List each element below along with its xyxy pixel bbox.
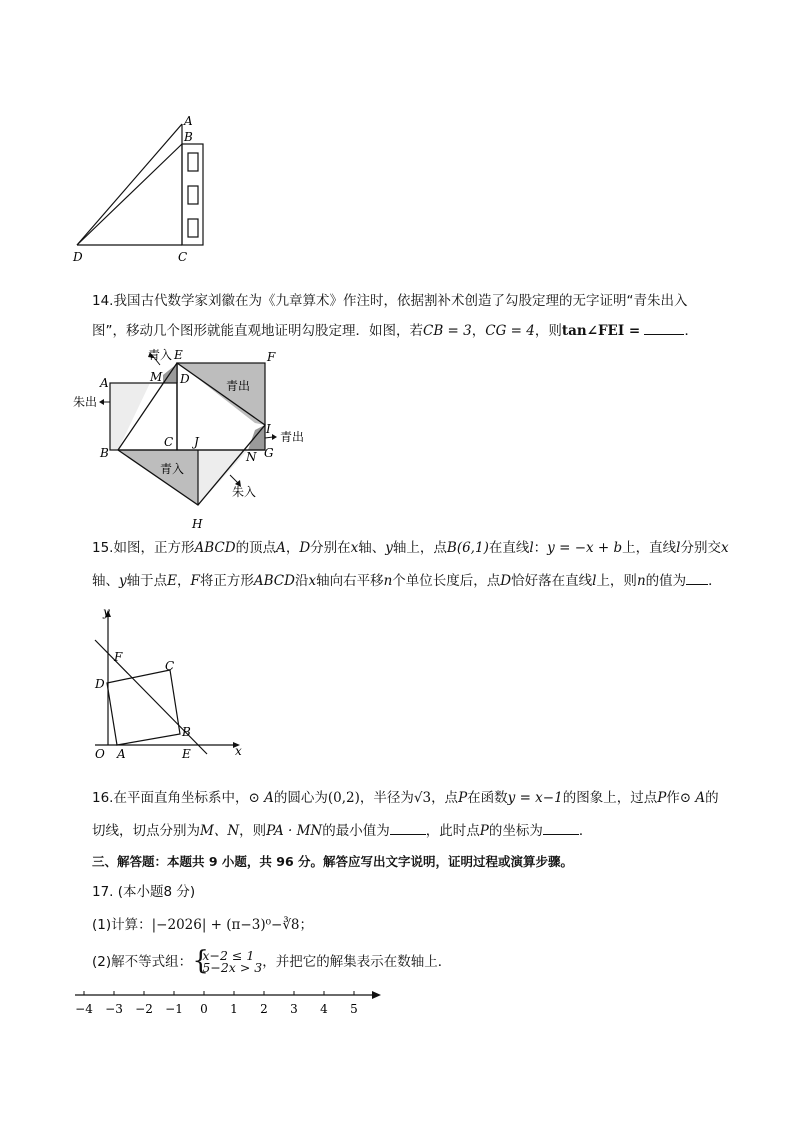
- svg-text:C: C: [164, 435, 174, 449]
- number-line-label: 2: [260, 1002, 268, 1016]
- answer-blank-1[interactable]: [390, 820, 426, 835]
- svg-text:朱出: 朱出: [73, 395, 98, 409]
- question-number: 16.: [92, 790, 114, 806]
- inequality-1: x−2 ≤ 1: [202, 948, 255, 963]
- svg-text:青入: 青入: [160, 462, 185, 476]
- q14-line1: 14.我国古代数学家刘徽在为《九章算术》作注时，依据割补术创造了勾股定理的无字证明“青朱出入: [92, 293, 688, 309]
- q16-line1: 16.在平面直角坐标系中，⊙ A的圆心为(0,2)，半径为√3，点P在函数y = x−1的图象上，过点P作⊙ A的: [92, 790, 719, 806]
- q17-part1: (1)计算：|−2026| + (π−3)⁰−∛8；: [92, 917, 314, 933]
- svg-text:A: A: [100, 376, 109, 390]
- svg-text:青出: 青出: [226, 379, 251, 393]
- number-line-label: −1: [165, 1002, 183, 1016]
- svg-text:O: O: [95, 747, 105, 761]
- q17-header: 17. (本小题8 分): [92, 884, 196, 900]
- svg-text:G: G: [264, 446, 274, 460]
- inequality-2: 5−2x > 3: [202, 960, 263, 975]
- answer-blank[interactable]: [644, 320, 684, 335]
- number-line-label: 4: [320, 1002, 328, 1016]
- svg-text:B: B: [100, 446, 109, 460]
- number-line: [70, 985, 390, 1020]
- number-line-label: 5: [350, 1002, 358, 1016]
- section-header: 三、解答题：本题共 9 小题，共 96 分。解答应写出文字说明，证明过程或演算步骤。: [92, 854, 574, 869]
- svg-text:I: I: [266, 422, 271, 436]
- answer-blank[interactable]: [686, 570, 708, 585]
- q15-line1: 15.如图，正方形ABCD的顶点A，D分别在x轴、y轴上，点B(6,1)在直线l：y = −x + b上，直线l分别交x: [92, 540, 729, 556]
- question-number: 14.: [92, 293, 114, 309]
- svg-text:青入: 青入: [148, 348, 173, 362]
- svg-text:D: D: [95, 677, 105, 691]
- number-line-label: −4: [75, 1002, 93, 1016]
- svg-text:x: x: [235, 744, 242, 758]
- q16-line2: 切线，切点分别为M、N，则PA · MN的最小值为 ，此时点P的坐标为 ．: [92, 820, 592, 841]
- svg-text:E: E: [182, 747, 191, 761]
- svg-text:J: J: [194, 435, 199, 449]
- svg-text:E: E: [174, 348, 183, 362]
- svg-text:青出: 青出: [280, 430, 305, 444]
- svg-text:N: N: [246, 450, 257, 464]
- number-line-label: 1: [230, 1002, 238, 1016]
- svg-text:C: C: [165, 659, 175, 673]
- label-A: A: [184, 114, 193, 128]
- svg-text:F: F: [267, 350, 276, 364]
- number-line-label: 3: [290, 1002, 298, 1016]
- q14-line2: 图”，移动几个图形就能直观地证明勾股定理．如图，若CB = 3，CG = 4，则tan∠FEI = ．: [92, 320, 698, 341]
- answer-blank-2[interactable]: [543, 820, 579, 835]
- svg-text:F: F: [114, 650, 123, 664]
- number-line-label: −3: [105, 1002, 123, 1016]
- q14-figure: [70, 345, 320, 535]
- svg-text:y: y: [103, 605, 110, 619]
- svg-text:D: D: [180, 372, 190, 386]
- question-number: 15.: [92, 540, 114, 556]
- q15-line2: 轴、y轴于点E，F将正方形ABCD沿x轴向右平移n个单位长度后，点D恰好落在直线l上，则n的值为 ．: [92, 570, 722, 591]
- number-line-label: 0: [200, 1002, 208, 1016]
- q13-figure: [60, 110, 220, 270]
- svg-text:M: M: [150, 370, 163, 384]
- svg-text:朱入: 朱入: [232, 485, 257, 499]
- svg-text:A: A: [117, 747, 126, 761]
- q17-part2: (2)解不等式组： { x−2 ≤ 1 5−2x > 3 ，并把它的解集表示在数轴上．: [92, 946, 452, 976]
- svg-text:H: H: [192, 517, 203, 531]
- number-line-label: −2: [135, 1002, 153, 1016]
- q15-figure: [85, 605, 255, 765]
- svg-text:B: B: [182, 725, 191, 739]
- label-C: C: [178, 250, 188, 264]
- label-D: D: [73, 250, 83, 264]
- label-B: B: [184, 130, 193, 144]
- number-line-arrow: [372, 991, 381, 999]
